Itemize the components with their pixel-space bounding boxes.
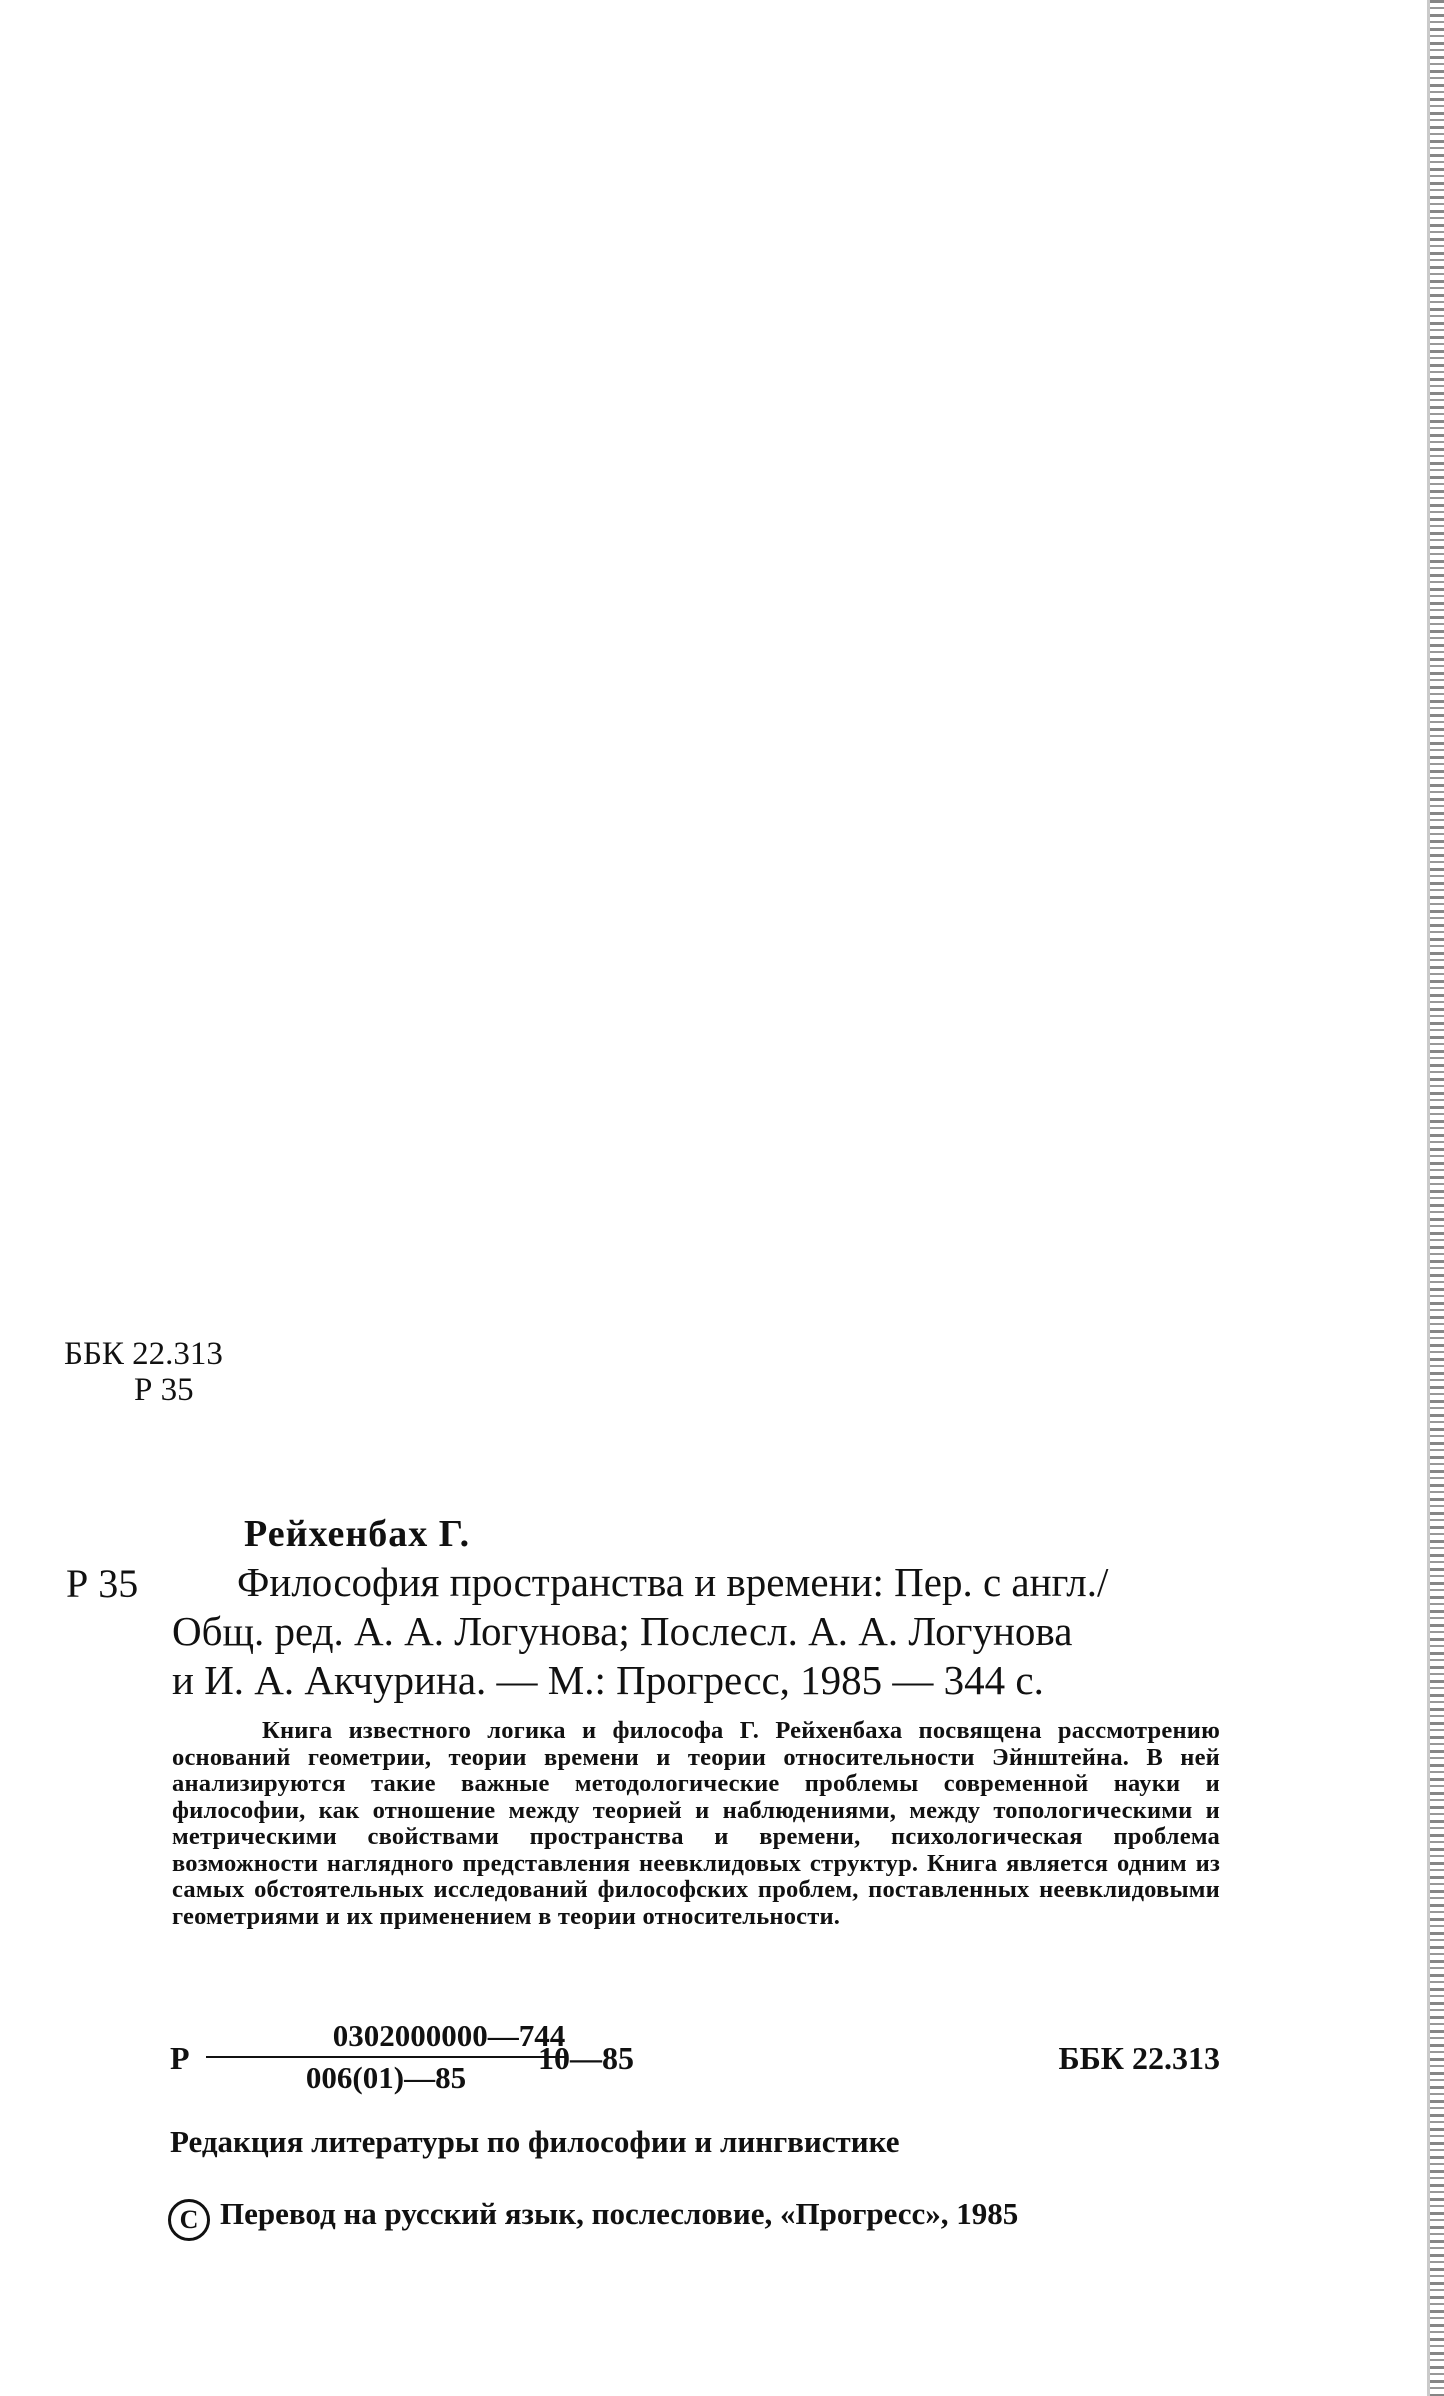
bbk-author-mark: Р 35 [134, 1372, 194, 1408]
author-name: Рейхенбах Г. [244, 1513, 471, 1555]
annotation [172, 1718, 1220, 1930]
formula-bbk: ББК 22.313 [1058, 2040, 1220, 2076]
page-edge-line [1427, 0, 1430, 2396]
title-line: Философия пространства и времени: Пер. с англ./ [237, 1559, 1109, 1605]
catalog-mark: Р 35 [66, 1561, 139, 1606]
copyright-text: Перевод на русский язык, послесловие, «Прогресс», 1985 [220, 2196, 1019, 2231]
title-line: Общ. ред. А. А. Логунова; Послесл. А. А. Логунова [172, 1608, 1073, 1654]
editorial-office: Редакция литературы по философии и лингвистике [170, 2124, 900, 2159]
formula-prefix: Р [170, 2040, 190, 2076]
formula-denominator: 006(01)—85 [305, 2060, 467, 2095]
catalog-formula [170, 2018, 1220, 2098]
copyright-icon: C [168, 2199, 210, 2241]
formula-numerator: 0302000000—744 [332, 2018, 566, 2053]
fraction-bar [206, 2056, 566, 2058]
page-edge-scan-artifact [1430, 0, 1444, 2396]
formula-code: 10—85 [538, 2040, 634, 2076]
bbk-classification [64, 1336, 223, 1408]
title-line: и И. А. Акчурина. — М.: Прогресс, 1985 — 344 с. [172, 1657, 1044, 1703]
bibliographic-description [172, 1558, 1222, 1705]
bbk-code: ББК 22.313 [64, 1336, 223, 1372]
copyright-line [168, 2196, 1018, 2241]
annotation-text: Книга известного логика и философа Г. Рейхенбаха посвящена рассмотрению оснований геометрии, теории времени и теории относительности Эйнштейна. В ней анализируются такие важные методологические проблемы современной науки и философии, как отношение между теорией и наблюдениями, между топологическими и метрическими свойствами пространства и времени, психологическая проблема возможности наглядного представления неевклидовых структур. Книга является одним из самых обстоятельных исследований философских проблем, поставленных неевклидовыми геометриями и их применением в теории относительности. [172, 1717, 1220, 1930]
